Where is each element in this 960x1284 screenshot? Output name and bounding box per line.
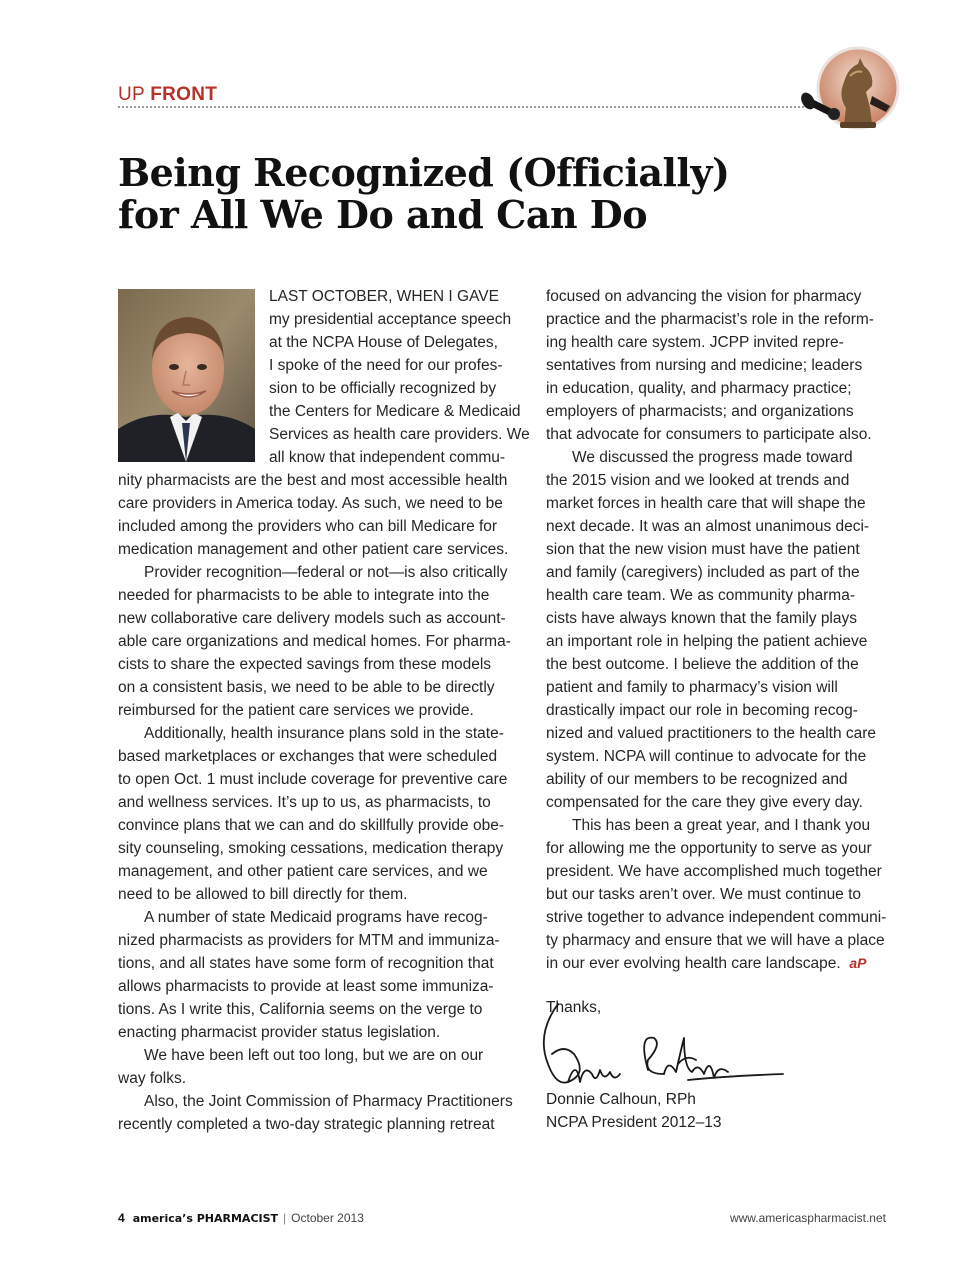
text-line: employers of pharmacists; and organizations [546, 403, 854, 420]
text-line: practice and the pharmacist’s role in the reform- [546, 311, 874, 328]
magazine-name: america’s PHARMACIST [132, 1212, 279, 1225]
text-line: to open Oct. 1 must include coverage for preventive care [118, 771, 508, 788]
text-line: president. We have accomplished much together [546, 863, 882, 880]
text-line: in education, quality, and pharmacy practice; [546, 380, 852, 397]
text-line: and family (caregivers) included as part of the [546, 564, 860, 581]
dotted-rule [118, 106, 808, 108]
text-line: allows pharmacists to provide at least some immuniza- [118, 978, 494, 995]
text-line: way folks. [118, 1070, 187, 1087]
text-line: care providers in America today. As such, we need to be [118, 495, 503, 512]
text-line: based marketplaces or exchanges that were scheduled [118, 748, 498, 765]
text-line: the Centers for Medicare & Medicaid [269, 403, 521, 420]
text-line: sion that the new vision must have the patient [546, 541, 860, 558]
text-line: convince plans that we can and do skillfully provide obe- [118, 817, 505, 834]
text-line: cists to share the expected savings from these models [118, 656, 492, 673]
issue-date: October 2013 [291, 1211, 364, 1225]
text-line: able care organizations and medical homes. For pharma- [118, 633, 511, 650]
text-line: on a consistent basis, we need to be able to be directly [118, 679, 495, 696]
text-line: ing health care system. JCPP invited repre- [546, 334, 844, 351]
footer-url[interactable]: www.americaspharmacist.net [729, 1211, 886, 1225]
text-line: We discussed the progress made toward [572, 449, 853, 466]
text-line: but our tasks aren’t over. We must continue to [546, 886, 862, 903]
text-line: ty pharmacy and ensure that we will have a place [546, 932, 885, 949]
chess-knight-icon [800, 46, 902, 134]
text-line: enacting pharmacist provider status legislation. [118, 1024, 441, 1041]
text-line: need to be allowed to bill directly for them. [118, 886, 408, 903]
text-line: an important role in helping the patient achieve [546, 633, 868, 650]
text-line: and wellness services. It’s up to us, as pharmacists, to [118, 794, 491, 811]
section-label-front: FRONT [150, 84, 218, 105]
text-line: sity counseling, smoking cessations, medication therapy [118, 840, 504, 857]
text-line: market forces in health care that will shape the [546, 495, 866, 512]
text-line: tions. As I write this, California seems on the verge to [118, 1001, 483, 1018]
text-line: next decade. It was an almost unanimous deci- [546, 518, 870, 535]
text-line: cists have always known that the family plays [546, 610, 857, 627]
text-line: nity pharmacists are the best and most accessible health [118, 472, 508, 489]
text-line-final [546, 952, 891, 975]
text-line: LAST OCTOBER, WHEN I GAVE [269, 288, 499, 305]
handwritten-signature [528, 994, 798, 1094]
section-label-up: UP [118, 84, 145, 105]
closing-text: in our ever evolving health care landscape. [546, 955, 841, 972]
left-column [118, 285, 528, 1136]
text-line: all know that independent commu- [269, 449, 506, 466]
text-line: at the NCPA House of Delegates, [269, 334, 498, 351]
text-line: needed for pharmacists to be able to integrate into the [118, 587, 490, 604]
text-line: drastically impact our role in becoming recog- [546, 702, 858, 719]
signer-title: NCPA President 2012–13 [546, 1114, 722, 1131]
text-line: medication management and other patient care services. [118, 541, 509, 558]
text-line: Provider recognition—federal or not—is also critically [144, 564, 508, 581]
text-line: focused on advancing the vision for pharmacy [546, 288, 862, 305]
text-line: strive together to advance independent communi- [546, 909, 887, 926]
thanks-text: Thanks, [546, 999, 602, 1016]
text-line: that advocate for consumers to participate also. [546, 426, 872, 443]
text-line: tions, and all states have some form of recognition that [118, 955, 494, 972]
text-line: Also, the Joint Commission of Pharmacy Practitioners [144, 1093, 513, 1110]
text-line: nized pharmacists as providers for MTM and immuniza- [118, 932, 500, 949]
text-line: included among the providers who can bill Medicare for [118, 518, 498, 535]
end-mark: aP [849, 955, 867, 971]
text-line: This has been a great year, and I thank you [572, 817, 871, 834]
text-line: reimbursed for the patient care services we provide. [118, 702, 474, 719]
text-line: nized and valued practitioners to the health care [546, 725, 877, 742]
text-line: Services as health care providers. We [269, 426, 530, 443]
text-line: compensated for the care they give every day. [546, 794, 863, 811]
text-line: Additionally, health insurance plans sold in the state- [144, 725, 504, 742]
text-line: We have been left out too long, but we are on our [144, 1047, 484, 1064]
wrapped-intro [118, 285, 528, 469]
headline-line-2: for All We Do and Can Do [118, 192, 648, 237]
text-line: for allowing me the opportunity to serve as your [546, 840, 872, 857]
page-number: 4 [118, 1211, 125, 1225]
text-line: my presidential acceptance speech [269, 311, 512, 328]
text-line: health care team. We as community pharma- [546, 587, 855, 604]
text-line: sion to be officially recognized by [269, 380, 497, 397]
section-label [118, 84, 217, 106]
text-line: sentatives from nursing and medicine; leaders [546, 357, 863, 374]
text-line: system. NCPA will continue to advocate for the [546, 748, 867, 765]
text-line: ability of our members to be recognized and [546, 771, 848, 788]
headline-line-1: Being Recognized (Officially) [118, 150, 730, 195]
text-line: I spoke of the need for our profes- [269, 357, 503, 374]
text-line: new collaborative care delivery models such as account- [118, 610, 506, 627]
footer-separator: | [283, 1211, 287, 1225]
text-line: the best outcome. I believe the addition of the [546, 656, 859, 673]
signer-block [546, 1088, 722, 1134]
text-line: management, and other patient care services, and we [118, 863, 488, 880]
text-line: recently completed a two-day strategic planning retreat [118, 1116, 495, 1133]
footer-left [118, 1211, 364, 1225]
right-column [546, 285, 891, 975]
text-line: A number of state Medicaid programs have recog- [144, 909, 488, 926]
text-line: the 2015 vision and we looked at trends and [546, 472, 850, 489]
headline [118, 152, 818, 236]
text-line: patient and family to pharmacy’s vision will [546, 679, 838, 696]
signer-name: Donnie Calhoun, RPh [546, 1091, 696, 1108]
